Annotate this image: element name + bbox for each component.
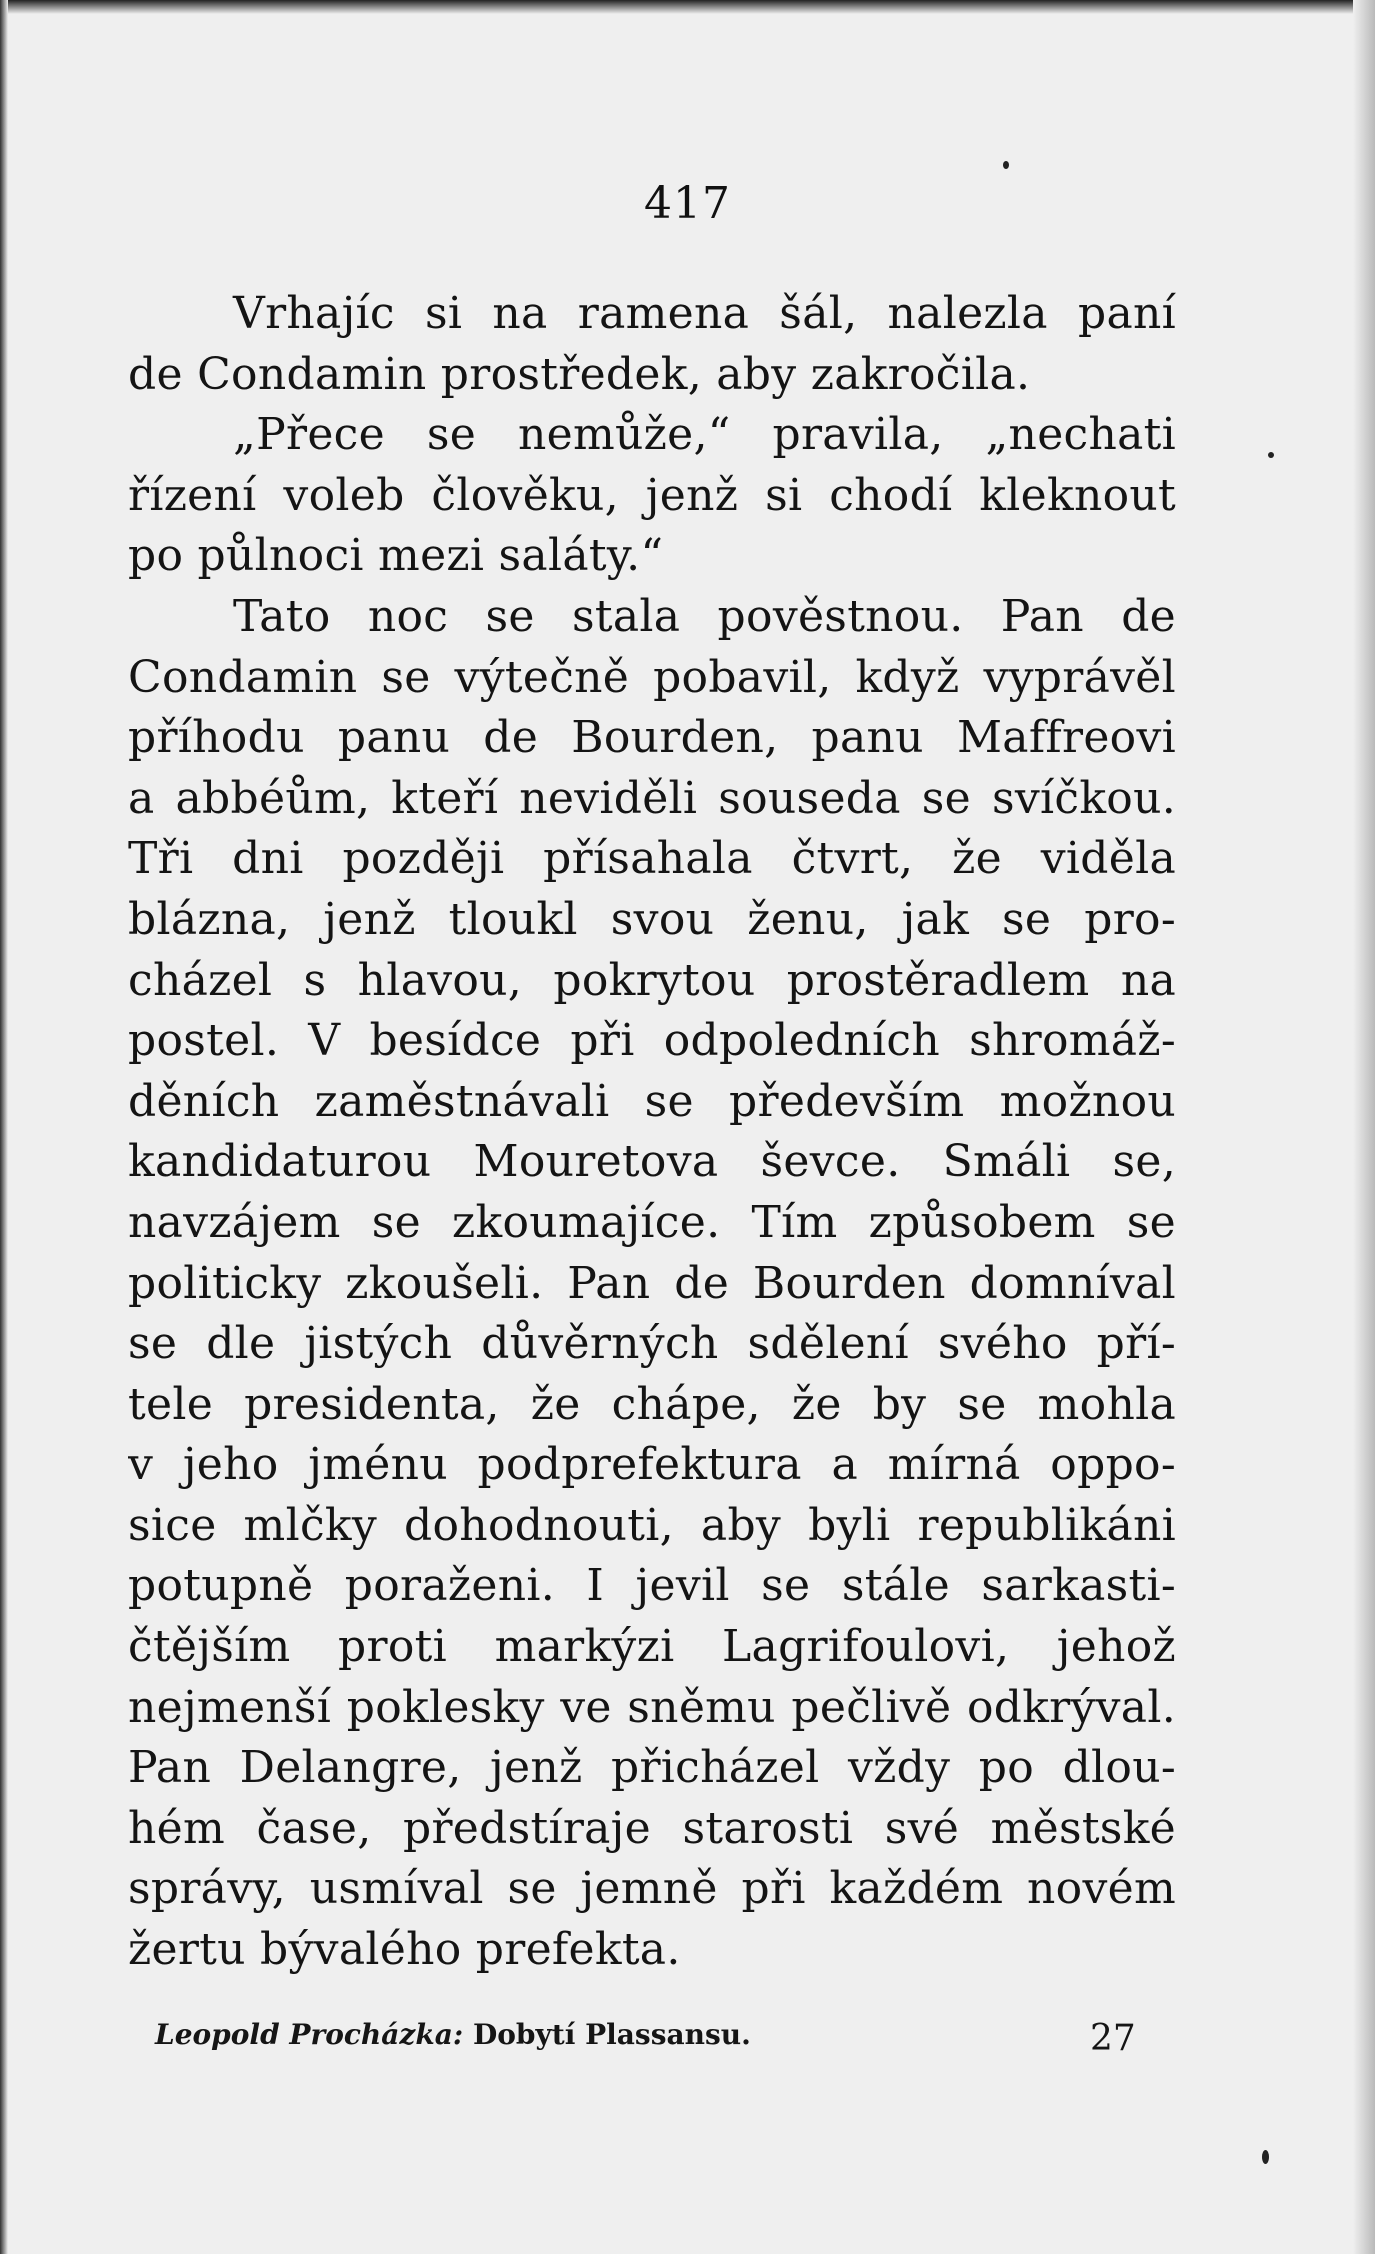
print-speck <box>1262 2150 1269 2164</box>
scan-edge-top <box>0 0 1375 14</box>
text-line: de Condamin prostředek, aby zakročila. <box>128 348 1031 400</box>
text-line: „Přece se nemůže,“ pravila, „nechati <box>233 409 1176 461</box>
text-line: se dle jistých důvěrných sdělení svého pří- <box>128 1318 1176 1370</box>
text-line: politicky zkoušeli. Pan de Bourden domníval <box>128 1257 1176 1309</box>
print-speck <box>1268 452 1274 458</box>
text-line: čtějším proti markýzi Lagrifoulovi, jehož <box>128 1621 1176 1673</box>
text-line: správy, usmíval se jemně při každém novém <box>128 1863 1176 1915</box>
book-footer <box>155 2018 751 2051</box>
print-speck <box>1003 161 1009 169</box>
text-line: Tři dni později přísahala čtvrt, že viděla <box>128 833 1176 885</box>
text-line: řízení voleb člověku, jenž si chodí kleknout <box>128 469 1176 521</box>
text-line: nejmenší poklesky ve sněmu pečlivě odkrýval. <box>128 1681 1176 1733</box>
text-line: sice mlčky dohodnouti, aby byli republikáni <box>128 1499 1176 1551</box>
text-line: děních zaměstnávali se především možnou <box>128 1075 1176 1127</box>
page-number: 417 <box>644 178 731 229</box>
text-line: Condamin se výtečně pobavil, když vyprávěl <box>128 651 1176 703</box>
text-line: žertu bývalého prefekta. <box>128 1924 681 1976</box>
text-line: a abbéům, kteří neviděli souseda se svíčkou. <box>128 772 1176 824</box>
text-line: cházel s hlavou, pokrytou prostěradlem na <box>128 954 1176 1006</box>
text-line: Vrhajíc si na ramena šál, nalezla paní <box>233 288 1176 339</box>
body-text <box>128 284 1176 1981</box>
footer-title: Dobytí Plassansu. <box>472 2018 751 2051</box>
text-line: tele presidenta, že chápe, že by se mohla <box>128 1378 1176 1430</box>
text-line: postel. V besídce při odpoledních shromáž- <box>128 1015 1176 1067</box>
text-line: navzájem se zkoumajíce. Tím způsobem se <box>128 1196 1176 1248</box>
text-line: blázna, jenž tloukl svou ženu, jak se pro- <box>128 893 1176 945</box>
scan-edge-right <box>1353 0 1375 2254</box>
text-line: hém čase, předstíraje starosti své městské <box>128 1802 1176 1854</box>
text-line: v jeho jménu podprefektura a mírná oppo- <box>128 1439 1176 1491</box>
text-line: Tato noc se stala pověstnou. Pan de <box>233 590 1176 642</box>
text-line: potupně poraženi. I jevil se stále sarkasti- <box>128 1560 1176 1612</box>
text-line: po půlnoci mezi saláty.“ <box>128 530 664 582</box>
text-line: kandidaturou Mouretova ševce. Smáli se, <box>128 1136 1176 1188</box>
signature-mark: 27 <box>1090 2018 1136 2059</box>
footer-author: Leopold Procházka: <box>155 2018 464 2051</box>
scan-edge-left <box>0 0 8 2254</box>
text-line: příhodu panu de Bourden, panu Maffreovi <box>128 712 1176 764</box>
text-line: Pan Delangre, jenž přicházel vždy po dlou- <box>128 1742 1176 1794</box>
